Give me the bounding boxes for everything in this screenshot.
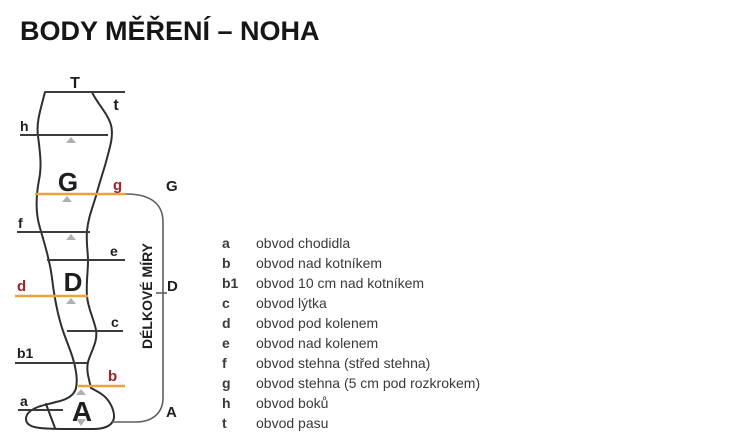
bracket-label-G: G — [166, 178, 178, 195]
label-f: f — [18, 215, 23, 231]
legend-label: obvod pasu — [256, 415, 329, 431]
legend-key: c — [222, 295, 230, 311]
legend-label: obvod boků — [256, 395, 329, 411]
legend-label: obvod stehna (5 cm pod rozkrokem) — [256, 375, 481, 391]
page-title: BODY MĚŘENÍ – NOHA — [20, 16, 320, 46]
legend-label: obvod nad kotníkem — [256, 255, 383, 271]
label-D-big: D — [63, 267, 83, 297]
legend-row-d — [222, 313, 480, 333]
legend-row-g — [222, 373, 480, 393]
label-b: b — [108, 368, 118, 385]
triangle-up-f-icon — [66, 234, 76, 240]
legend-label: obvod stehna (střed stehna) — [256, 355, 431, 371]
label-T: T — [70, 75, 80, 92]
legend-key: h — [222, 395, 231, 411]
legend-key: b — [222, 255, 231, 271]
bracket-label-A: A — [166, 404, 177, 421]
legend-key: d — [222, 315, 231, 331]
legend-key: t — [222, 415, 227, 431]
bracket-title-delkove-miry: DÉLKOVÉ MÍRY — [139, 242, 155, 350]
leg-measurement-diagram — [0, 0, 210, 441]
triangle-up-d-icon — [66, 298, 76, 304]
legend-label: obvod nad kolenem — [256, 335, 379, 351]
leg-right-contour — [87, 92, 112, 388]
legend-label: obvod 10 cm nad kotníkem — [256, 275, 425, 291]
triangle-up-b-icon — [76, 389, 86, 395]
label-a: a — [20, 393, 28, 409]
legend-label: obvod pod kolenem — [256, 315, 379, 331]
label-b1: b1 — [17, 345, 34, 361]
label-e: e — [110, 243, 118, 259]
legend-row-e — [222, 333, 480, 353]
label-g: g — [113, 177, 123, 194]
legend-key: b1 — [222, 275, 239, 291]
measurement-legend — [222, 233, 480, 433]
label-A-big: A — [71, 396, 93, 427]
legend-key: a — [222, 235, 230, 251]
legend-row-t — [222, 413, 480, 433]
length-bracket-curve — [112, 194, 163, 422]
legend-row-c — [222, 293, 480, 313]
label-c: c — [111, 314, 119, 330]
legend-row-h — [222, 393, 480, 413]
label-G-big: G — [57, 167, 79, 197]
label-h: h — [20, 118, 29, 134]
triangle-up-h-icon — [66, 137, 76, 143]
legend-row-b — [222, 253, 480, 273]
legend-key: g — [222, 375, 231, 391]
legend-key: e — [222, 335, 230, 351]
bracket-label-D: D — [167, 278, 178, 295]
legend-row-a — [222, 233, 480, 253]
legend-label: obvod chodidla — [256, 235, 351, 251]
leg-diagram-svg — [0, 0, 210, 441]
label-d: d — [17, 278, 27, 295]
legend-row-f — [222, 353, 480, 373]
legend-key: f — [222, 355, 227, 371]
foot-toe-divider — [46, 404, 55, 428]
legend-row-b1 — [222, 273, 480, 293]
label-t: t — [113, 97, 119, 114]
legend-label: obvod lýtka — [256, 295, 327, 311]
foot-outline — [26, 388, 114, 429]
